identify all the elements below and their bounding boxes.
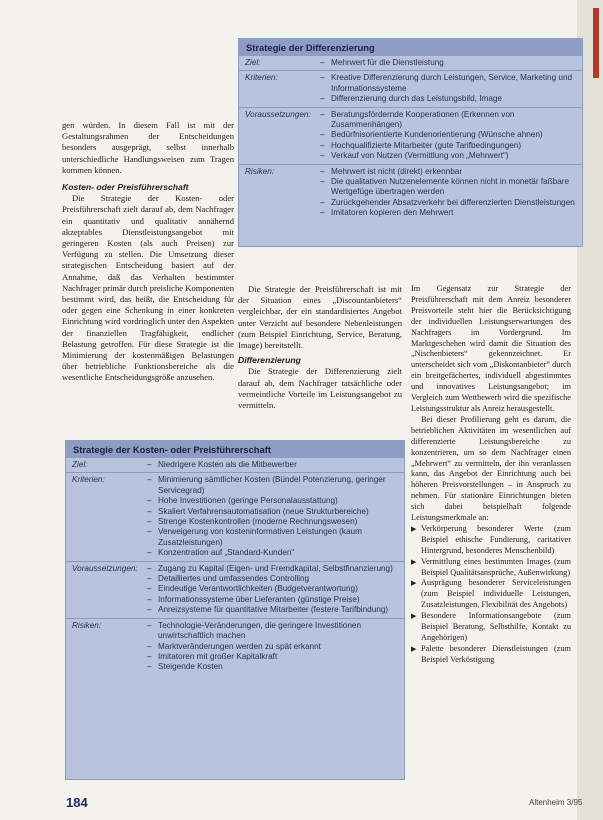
box-item: – Verkauf von Nutzen (Vermittlung von „Mehrwert“) <box>320 151 577 161</box>
box-row <box>239 164 582 221</box>
box-row-label: Voraussetzungen: <box>72 563 138 573</box>
box-item: – Marktveränderungen werden zu spät erkannt <box>147 642 399 652</box>
box-row-items <box>147 460 404 470</box>
box-row-label: Kriterien: <box>72 475 105 485</box>
column-left <box>62 120 234 384</box>
box-differenzierung <box>238 38 583 247</box>
box-item: – Bedürfnisorientierte Kundenorientierung (Wünsche ahnen) <box>320 130 577 140</box>
page-tab-marker <box>593 8 599 78</box>
bullet-item: ▶ Verkörperung besonderer Werte (zum Beispiel ethische Fundierung, caritativer Hintergrund, besonderes Menschenbild) <box>411 524 571 557</box>
box-row <box>239 56 582 70</box>
box-row <box>66 472 404 560</box>
paragraph: Im Gegensatz zur Strategie der Preisführerschaft mit dem Anreiz besonderer Preisvorteile steht hier die Berücksichtigung der individuellen Leistungserwartungen des Nachfragers im Vordergrund. Im Marktgeschehen wird damit die Situation des „Nischenbieters“ gekennzeichnet. Er unterscheidet sich vom „Diskontanbieter“ durch ein breitgefächertes, individuell abgestimmtes und innovatives Leistungsangebot; im Vergleich zum Wettbewerb wird die spezifische Leistungsstruktur als Anreiz herausgestellt. <box>411 284 571 413</box>
box-item: – Imitatoren mit großer Kapitalkraft <box>147 652 399 662</box>
box-item: – Eindeutige Verantwortlichkeiten (Budgetverantwortung) <box>147 584 399 594</box>
box-row-label: Risiken: <box>72 620 102 630</box>
paragraph: gen würden. In diesem Fall ist mit der Gestaltungsrahmen der Entscheidungen besonders ausgeprägt, selbst innerhalb unterschiedliche Handlungsweisen zum Tragen kommen können. <box>62 120 234 175</box>
bullet-item: ▶ Vermittlung eines bestimmten Images (zum Beispiel Qualitätsansprüche, Außenwirkung) <box>411 557 571 579</box>
bullet-item: ▶ Besondere Informationsangebote (zum Beispiel Beratung, Selbsthilfe, Kontakt zu Angehörigen) <box>411 611 571 644</box>
box-row <box>66 618 404 675</box>
publication-label: Altenheim 3/95 <box>529 798 583 807</box>
box-item: – Technologie-Veränderungen, die geringere Investitionen unwirtschaftlich machen <box>147 621 399 642</box>
box-item: – Zurückgehender Absatzverkehr bei differenzierten Dienstleistungen <box>320 198 577 208</box>
page-number: 184 <box>66 795 88 810</box>
bullet-list <box>411 524 571 666</box>
box-kosten <box>65 440 405 780</box>
bullet-item: ▶ Palette besonderer Dienstleistungen (zum Beispiel Verköstigung <box>411 644 571 666</box>
box-row-items <box>147 475 404 558</box>
bullet-item: ▶ Ausprägung besonderer Serviceleistungen (zum Beispiel individuelle Leistungen, Zusatzleistungen, Flexibilität des Angebots) <box>411 578 571 611</box>
box-item: – Detailliertes und umfassendes Controlling <box>147 574 399 584</box>
box-row-label: Voraussetzungen: <box>245 109 311 119</box>
box-item: – Differenzierung durch das Leistungsbild, Image <box>320 94 577 104</box>
box-row <box>239 70 582 106</box>
box-item: – Steigende Kosten <box>147 662 399 672</box>
box-row <box>66 458 404 472</box>
box-row <box>239 107 582 164</box>
box-item: – Verweigerung von kosteninformativen Leistungen (kaum Zusatzleistungen) <box>147 527 399 548</box>
box-item: – Imitatoren kopieren den Mehrwert <box>320 208 577 218</box>
box-row-label: Risiken: <box>245 166 275 176</box>
box-row-items <box>320 58 582 68</box>
box-row-items <box>147 564 404 616</box>
box-row-label: Kriterien: <box>245 73 278 83</box>
box-item: – Die qualitativen Nutzenelemente können nicht in monetär faßbare Wertgefüge übertragen werden <box>320 177 577 198</box>
box-item: – Zugang zu Kapital (Eigen- und Fremdkapital, Selbstfinanzierung) <box>147 564 399 574</box>
box-title: Strategie der Kosten- oder Preisführerschaft <box>66 441 404 458</box>
box-row-items <box>147 621 404 673</box>
section-heading: Differenzierung <box>238 355 301 366</box>
column-middle <box>238 284 402 411</box>
box-title: Strategie der Differenzierung <box>239 39 582 56</box>
box-item: – Minimierung sämtlicher Kosten (Bündel Potenzierung, geringer Servicegrad) <box>147 475 399 496</box>
box-item: – Strenge Kostenkontrollen (moderne Rechnungswesen) <box>147 517 399 527</box>
box-item: – Hohe Investitionen (geringe Personalausstattung) <box>147 496 399 506</box>
box-row <box>66 561 404 618</box>
paragraph: Die Strategie der Kosten- oder Preisführerschaft zielt darauf ab, dem Nachfrager ein quantitativ und qualitativ annähernd akzeptables Dienstleistungsangebot mit geringeren Kosten (als auch Preisen) zur Verfügung zu stellen. Die Umsetzung dieser strategischen Entscheidung basiert auf der Annahme, daß das Verhalten bestimmter Nachfrager primär durch preisliche Komponenten bestimmt wird, das heißt, die Entscheidung für oder gegen eine Schenkung in einer konkreten Einrichtung wird vordringlich unter den Aspekten der finanziellen Tragfähigkeit, endlicher Belastung getroffen. Für diese Strategie ist die Minimierung der kostenmäßigen Belastungen über betriebliche Funktionsbereiche als die wesentliche Entscheidungsgröße anzusehen. <box>62 193 234 383</box>
box-row-items <box>320 110 582 162</box>
section-heading: Kosten- oder Preisführerschaft <box>62 182 189 193</box>
box-item: – Konzentration auf „Standard-Kunden“ <box>147 548 399 558</box>
box-row-items <box>320 167 582 219</box>
box-item: – Kreative Differenzierung durch Leistungen, Service, Marketing und Informationssysteme <box>320 73 577 94</box>
box-item: – Beratungsfördernde Kooperationen (Erkennen von Zusammenhängen) <box>320 110 577 131</box>
box-row-label: Ziel: <box>245 58 261 67</box>
box-row-label: Ziel: <box>72 460 88 469</box>
box-item: – Anreizsysteme für quantitative Mitarbeiter (festere Tarifbindung) <box>147 605 399 615</box>
paragraph: Die Strategie der Preisführerschaft ist mit der Situation eines „Discountanbieters“ vergleichbar, der ein standardisiertes Angebot unter Verzicht auf besondere Nebenleistungen (zum Beispiel Einrichtung, Service, Beratung, Image) bereitstellt. <box>238 284 402 351</box>
box-item: – Mehrwert für die Dienstleistung <box>320 58 577 68</box>
paragraph: Bei dieser Profilierung geht es darum, die betrieblichen Aktivitäten im wesentlichen auf differenzierte Leistungsbereiche zu konzentrieren, um so dem Nachfrager einen „Mehrwert“ zu vermitteln, der ihn veranlassen kann, das Angebot der Einrichtung auch bei höheren Preisvorstellungen – in Anspruch zu nehmen. Für stationäre Einrichtungen bieten sich dabei beispielhaft folgende Leistungsmerkmale an: <box>411 414 571 523</box>
column-right <box>411 284 571 666</box>
box-item: – Hochqualifizierte Mitarbeiter (gute Tarifbedingungen) <box>320 141 577 151</box>
paragraph: Die Strategie der Differenzierung zielt darauf ab, dem Nachfrager tatsächliche oder vermeintliche Vorteile im Leistungsangebot zu vermitteln. <box>238 366 402 411</box>
box-item: – Mehrwert ist nicht (direkt) erkennbar <box>320 167 577 177</box>
box-item: – Skaliert Verfahrensautomatisation (neue Strukturbereiche) <box>147 507 399 517</box>
box-item: – Informationssysteme über Lieferanten (günstige Preise) <box>147 595 399 605</box>
box-row-items <box>320 73 582 104</box>
box-item: – Niedrigere Kosten als die Mitbewerber <box>147 460 399 470</box>
